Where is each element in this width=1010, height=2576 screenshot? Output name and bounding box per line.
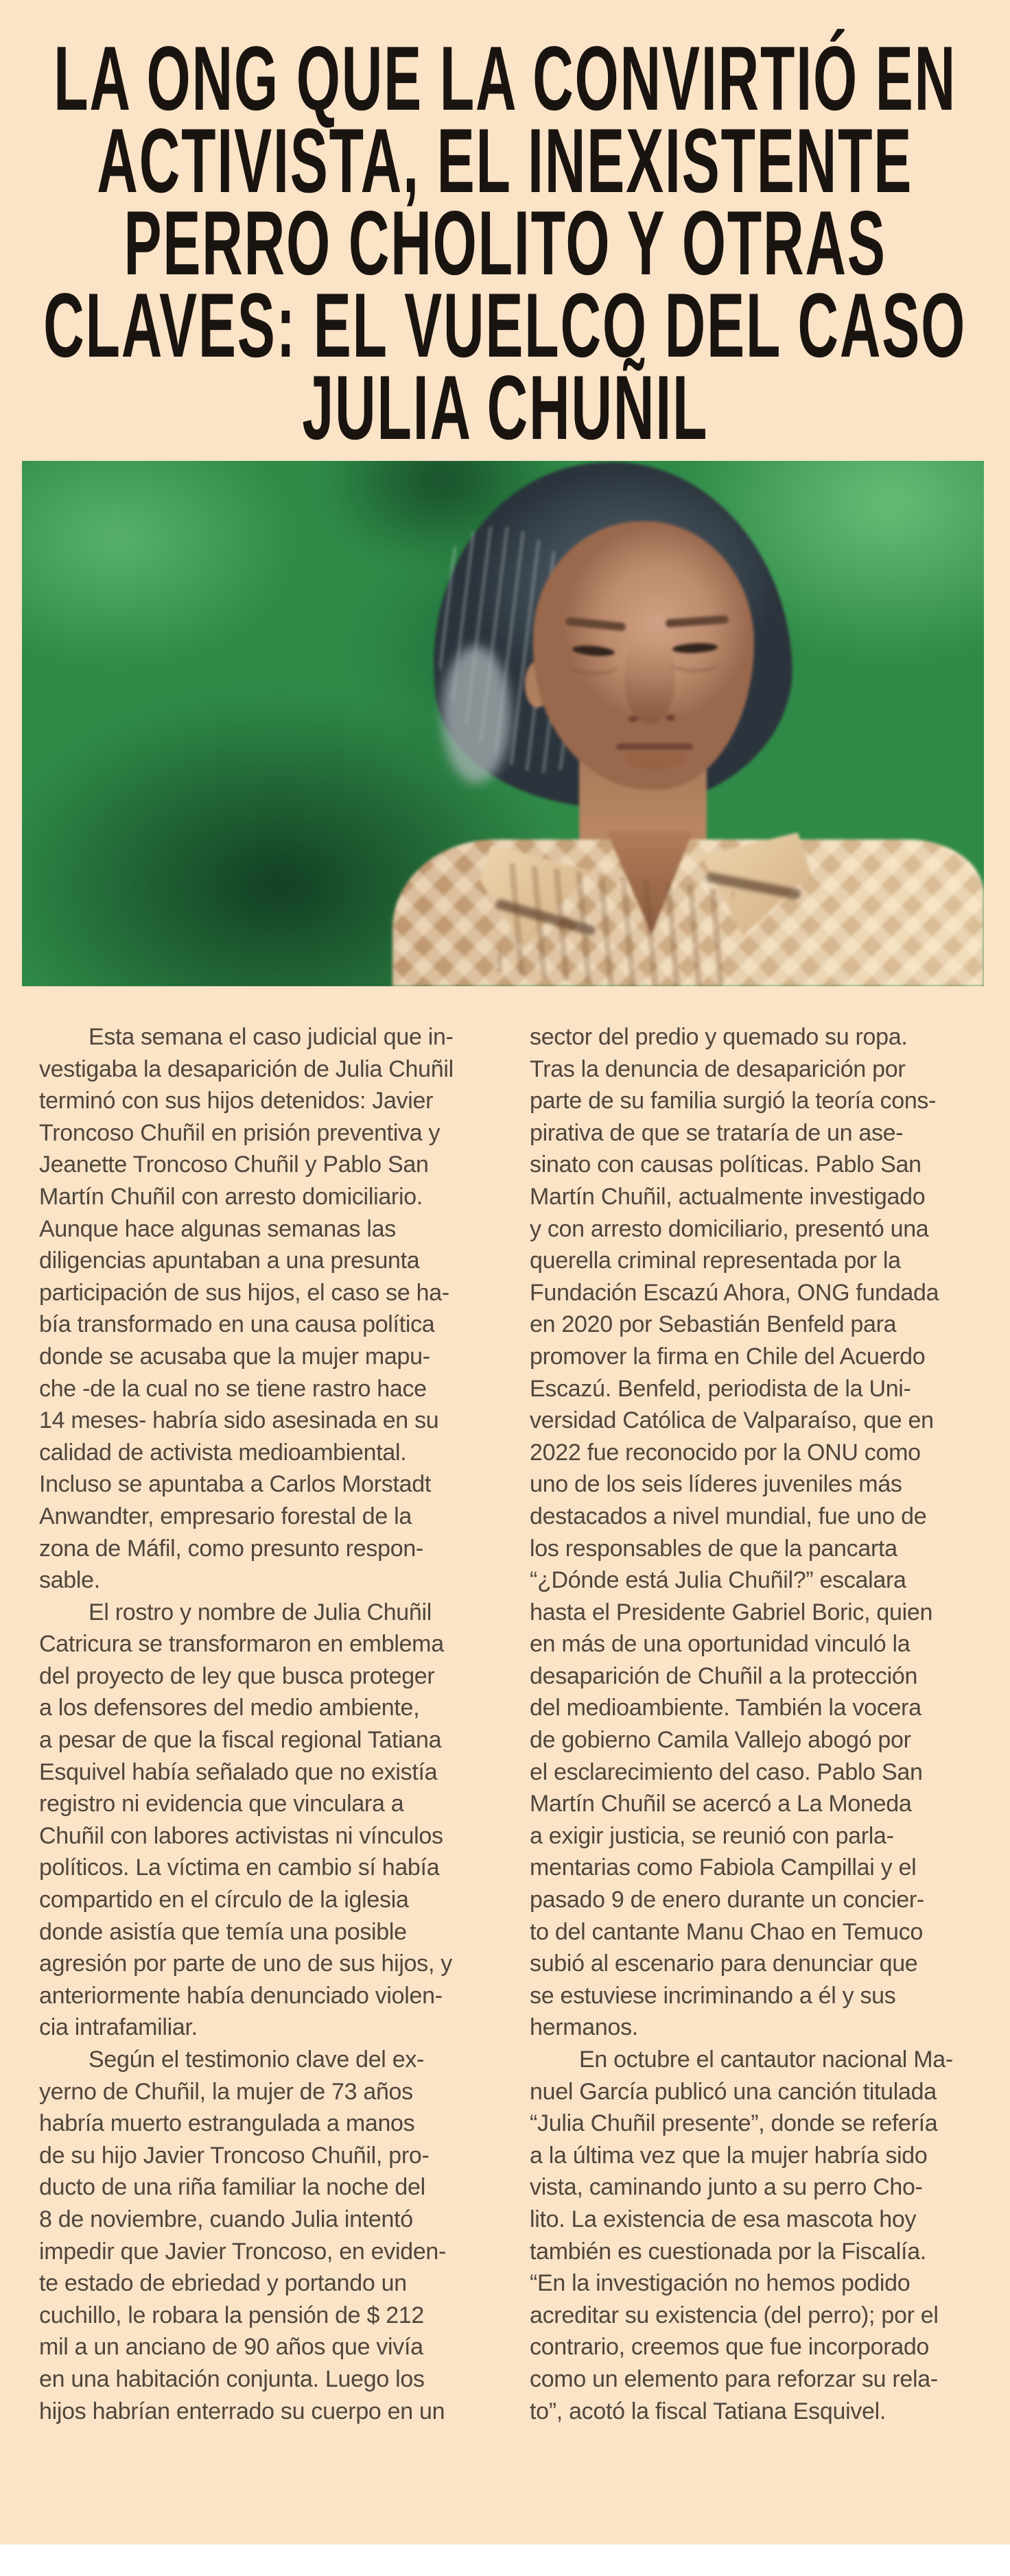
body-text-line: cia intrafamiliar. (39, 2014, 198, 2041)
body-text-line: pirativa de que se trataría de un ase- (530, 1119, 904, 1146)
body-text-line: sinato con causas políticas. Pablo San (530, 1152, 921, 1178)
body-text-line: y con arresto domiciliario, presentó una (530, 1215, 929, 1242)
body-text-line: Martín Chuñil, actualmente investigado (530, 1183, 926, 1210)
body-text-line: hijos habrían enterrado su cuerpo en un (39, 2398, 445, 2424)
body-text-line: “¿Dónde está Julia Chuñil?” escalara (530, 1567, 906, 1594)
body-text-line: donde asistía que temía una posible (39, 1918, 407, 1945)
headline-line: PERRO CHOLITO Y OTRAS (124, 193, 886, 294)
body-text-line: Jeanette Troncoso Chuñil y Pablo San (39, 1152, 429, 1178)
body-text-line: a los defensores del medio ambiente, (39, 1695, 420, 1721)
person-mouth (616, 743, 693, 750)
body-text-line: Catricura se transformaron en emblema (39, 1631, 444, 1658)
body-text-line: también es cuestionada por la Fiscalía. (530, 2238, 926, 2265)
body-text-line: sable. (39, 1567, 100, 1594)
body-text-line: Martín Chuñil con arresto domiciliario. (39, 1183, 423, 1210)
body-text-line: El rostro y nombre de Julia Chuñil (89, 1599, 432, 1625)
body-text-line: to”, acotó la fiscal Tatiana Esquivel. (530, 2398, 886, 2424)
body-text-line: el esclarecimiento del caso. Pablo San (530, 1758, 923, 1785)
body-text-line: vestigaba la desaparición de Julia Chuñil (39, 1056, 454, 1082)
article-column-left (39, 1021, 507, 2427)
body-text-line: como un elemento para reforzar su rela- (530, 2365, 938, 2392)
body-text-line: acreditar su existencia (del perro); por el (530, 2302, 939, 2328)
body-text-line: Troncoso Chuñil en prisión preventiva y (39, 1119, 441, 1146)
body-text-line: contrario, creemos que fue incorporado (530, 2334, 930, 2361)
body-text-line: yerno de Chuñil, la mujer de 73 años (39, 2078, 413, 2105)
body-text-line: Anwandter, empresario forestal de la (39, 1503, 412, 1529)
headline-line: LA ONG QUE LA CONVIRTIÓ EN (54, 28, 956, 130)
person-nose (624, 634, 675, 724)
body-text-line: mentarias como Fabiola Campillai y el (530, 1855, 917, 1881)
body-text-line: Chuñil con labores activistas ni vínculos (39, 1822, 443, 1849)
body-text-line: subió al escenario para denunciar que (530, 1951, 918, 1977)
body-text-line: Según el testimonio clave del ex- (89, 2047, 425, 2073)
body-text-line: en más de una oportunidad vinculó la (530, 1631, 911, 1658)
body-text-line: versidad Católica de Valparaíso, que en (530, 1407, 934, 1434)
body-text-line: Aunque hace algunas semanas las (39, 1215, 396, 1242)
body-text-line: Esquivel había señalado que no existía (39, 1758, 438, 1785)
body-text-line: vista, caminando junto a su perro Cho- (530, 2174, 923, 2201)
body-text-line: terminó con sus hijos detenidos: Javier (39, 1088, 434, 1114)
body-text-line: querella criminal representada por la (530, 1248, 901, 1274)
person-hair-gray-patch (442, 646, 510, 783)
photo-person (22, 461, 984, 986)
body-text-line: de gobierno Camila Vallejo abogó por (530, 1727, 911, 1754)
person-nostril-right (666, 715, 675, 721)
body-text-line: de su hijo Javier Troncoso Chuñil, pro- (39, 2142, 430, 2169)
body-text-line: zona de Máfil, como presunto respon- (39, 1535, 423, 1562)
portrait-photo (22, 461, 984, 986)
body-text-line: Fundación Escazú Ahora, ONG fundada (530, 1279, 939, 1306)
body-text-line: habría muerto estrangulada a manos (39, 2110, 415, 2137)
body-text-line: parte de su familia surgió la teoría cons- (530, 1088, 937, 1114)
headline (0, 28, 1010, 459)
body-text-line: en una habitación conjunta. Luego los (39, 2365, 425, 2392)
body-text-line: hasta el Presidente Gabriel Boric, quien (530, 1599, 933, 1625)
body-text-line: desaparición de Chuñil a la protección (530, 1662, 918, 1689)
body-text-line: “En la investigación no hemos podido (530, 2270, 911, 2297)
body-text-line: Incluso se apuntaba a Carlos Morstadt (39, 1471, 432, 1498)
body-text-line: en 2020 por Sebastián Benfeld para (530, 1311, 897, 1338)
body-text-line: del medioambiente. También la vocera (530, 1695, 921, 1721)
body-text-line: che -de la cual no se tiene rastro hace (39, 1375, 427, 1402)
body-text-line: del proyecto de ley que busca proteger (39, 1662, 435, 1689)
body-text-line: destacados a nivel mundial, fue uno de (530, 1503, 927, 1529)
headline-line: JULIA CHUÑIL (302, 357, 708, 459)
body-text-line: nuel García publicó una canción titulada (530, 2078, 937, 2105)
body-text-line: Tras la denuncia de desaparición por (530, 1056, 906, 1082)
body-text-line: 2022 fue reconocido por la ONU como (530, 1439, 921, 1466)
body-text-line: compartido en el círculo de la iglesia (39, 1887, 409, 1913)
headline-line: CLAVES: EL VUELCO DEL CASO (43, 275, 967, 377)
body-text-line: políticos. La víctima en cambio sí había (39, 1855, 440, 1881)
body-text-line: calidad de activista medioambiental. (39, 1439, 407, 1466)
body-text-line: hermanos. (530, 2014, 638, 2041)
body-text-line: 8 de noviembre, cuando Julia intentó (39, 2206, 413, 2232)
body-text-line: te estado de ebriedad y portando un (39, 2270, 407, 2297)
body-text-line: sector del predio y quemado su ropa. (530, 1024, 908, 1050)
body-text-line: agresión por parte de uno de sus hijos, y (39, 1951, 452, 1977)
person-lip-shadow (626, 752, 685, 770)
bottom-white-bar (0, 2544, 1010, 2576)
body-text-line: donde se acusaba que la mujer mapu- (39, 1343, 430, 1370)
person-eyebag-right (670, 652, 720, 672)
headline-line: ACTIVISTA, EL INEXISTENTE (97, 110, 913, 212)
body-text-line: promover la firma en Chile del Acuerdo (530, 1343, 926, 1370)
body-text-line: Esta semana el caso judicial que in- (89, 1024, 454, 1050)
person-nostril-left (629, 716, 638, 722)
body-text-line: diligencias apuntaban a una presunta (39, 1248, 420, 1274)
body-text-line: cuchillo, le robara la pensión de $ 212 (39, 2302, 425, 2328)
body-text-line: bía transformado en una causa política (39, 1311, 435, 1338)
body-text-line: “Julia Chuñil presente”, donde se refería (530, 2110, 938, 2137)
body-text-line: ducto de una riña familiar la noche del (39, 2174, 425, 2201)
body-text-line: Martín Chuñil se acercó a La Moneda (530, 1791, 912, 1817)
body-text-line: registro ni evidencia que vinculara a (39, 1791, 404, 1817)
body-text-line: 14 meses- habría sido asesinada en su (39, 1407, 439, 1434)
body-text-line: a la última vez que la mujer habría sido (530, 2142, 928, 2169)
body-text-line: Escazú. Benfeld, periodista de la Uni- (530, 1375, 911, 1402)
article-column-right (530, 1021, 988, 2427)
body-text-line: uno de los seis líderes juveniles más (530, 1471, 902, 1498)
body-text-line: pasado 9 de enero durante un concier- (530, 1887, 924, 1913)
body-text-line: lito. La existencia de esa mascota hoy (530, 2206, 917, 2232)
body-text-line: anteriormente había denunciado violen- (39, 1982, 443, 2009)
body-text-line: a exigir justicia, se reunió con parla- (530, 1822, 894, 1849)
body-text-line: to del cantante Manu Chao en Temuco (530, 1918, 923, 1945)
body-text-line: mil a un anciano de 90 años que vivía (39, 2334, 423, 2361)
body-text-line: los responsables de que la pancarta (530, 1535, 897, 1562)
body-text-line: a pesar de que la fiscal regional Tatiana (39, 1727, 442, 1754)
body-text-line: En octubre el cantautor nacional Ma- (579, 2047, 953, 2073)
body-text-line: participación de sus hijos, el caso se ha- (39, 1279, 449, 1306)
person-eyebag-left (568, 654, 619, 675)
body-text-line: se estuviese incriminando a él y sus (530, 1982, 896, 2009)
body-text-line: impedir que Javier Troncoso, en eviden- (39, 2238, 447, 2265)
